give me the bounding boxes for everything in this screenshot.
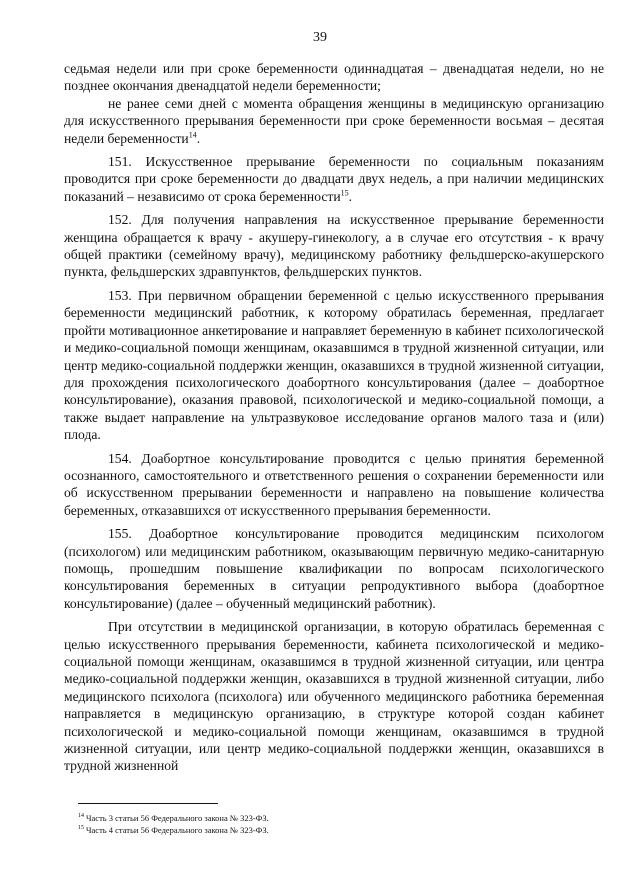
footnote-ref-14: 14	[188, 130, 197, 140]
paragraph-154: 154. Доабортное консультирование проводится с целью принятия беременной осознанного, самостоятельного и ответственного решения о сохранении беременности или об искусственном прерывании беременности и направлено на повышение количества беременных, отказавшихся от искусственного прерывания беременности.	[64, 450, 604, 518]
paragraph-153: 153. При первичном обращении беременной с целью искусственного прерывания беременности медицинский работник, к которому обратилась беременная, предлагает пройти мотивационное анкетирование и направляет беременную в кабинет психологической и медико-социальной помощи женщинам, оказавшимся в трудной жизненной ситуации, или центр медико-социальной поддержки женщин, оказавшихся в трудной жизненной ситуации, для прохождения психологического доабортного консультирования (далее – доабортное консультирование), оказания правовой, психологической и медико-социальной помощи, а также выдает направление на ультразвуковое исследование органов малого таза и (или) плода.	[64, 287, 604, 443]
footnote-divider	[78, 803, 218, 804]
paragraph-continuation: седьмая недели или при сроке беременности одиннадцатая – двенадцатая недели, но не позднее окончания двенадцатой недели беременности;	[64, 61, 604, 94]
footnote-14: $^{14}$ Часть 3 статьи 56 Федерального закона № 323-ФЗ.	[78, 813, 269, 823]
body-text	[64, 60, 604, 775]
paragraph-term-8-10-weeks: не ранее семи дней с момента обращения женщины в медицинскую организацию для искусственного прерывания беременности при сроке беременности восьмая – десятая недели беременности$^{14}$.	[64, 95, 604, 146]
footnote-ref-15: 15	[340, 188, 349, 198]
paragraph-absence-of-cabinet: При отсутствии в медицинской организации, в которую обратилась беременная с целью искусственного прерывания беременности, кабинета психологической и медико-социальной помощи женщинам, оказавшимся в трудной жизненной ситуации, или центра медико-социальной поддержки женщин, оказавшихся в трудной жизненной ситуации, либо медицинского психолога (психолога) или обученного медицинского работника беременная направляется в медицинскую организацию, в структуре которой создан кабинет психологической и медико-социальной помощи женщинам, оказавшимся в трудной жизненной ситуации, или центр медико-социальной поддержки женщин, оказавшихся в трудной жизненной	[64, 619, 604, 774]
paragraph-152: 152. Для получения направления на искусственное прерывание беременности женщина обращается к врачу - акушеру-гинекологу, а в случае его отсутствия - к врачу общей практики (семейному врачу), медицинскому работнику фельдшерско-акушерского пункта, фельдшерских здравпунктов, фельдшерских пунктов.	[64, 212, 604, 280]
footnotes	[78, 812, 578, 836]
paragraph-155: 155. Доабортное консультирование проводится медицинским психологом (психологом) или медицинским работником, оказывающим первичную медико-санитарную помощь, прошедшим повышение квалификации по вопросам психологического консультирования беременных в ситуации репродуктивного выбора (доабортное консультирование) (далее – обученный медицинский работник).	[64, 526, 604, 611]
footnote-15: $^{15}$ Часть 4 статьи 56 Федерального закона № 323-ФЗ.	[78, 825, 269, 835]
paragraph-151: 151. Искусственное прерывание беременности по социальным показаниям проводится при сроке беременности до двадцати двух недель, а при наличии медицинских показаний – независимо от срока беременности$^{15}$.	[64, 154, 604, 204]
page-number: 39	[313, 30, 327, 45]
